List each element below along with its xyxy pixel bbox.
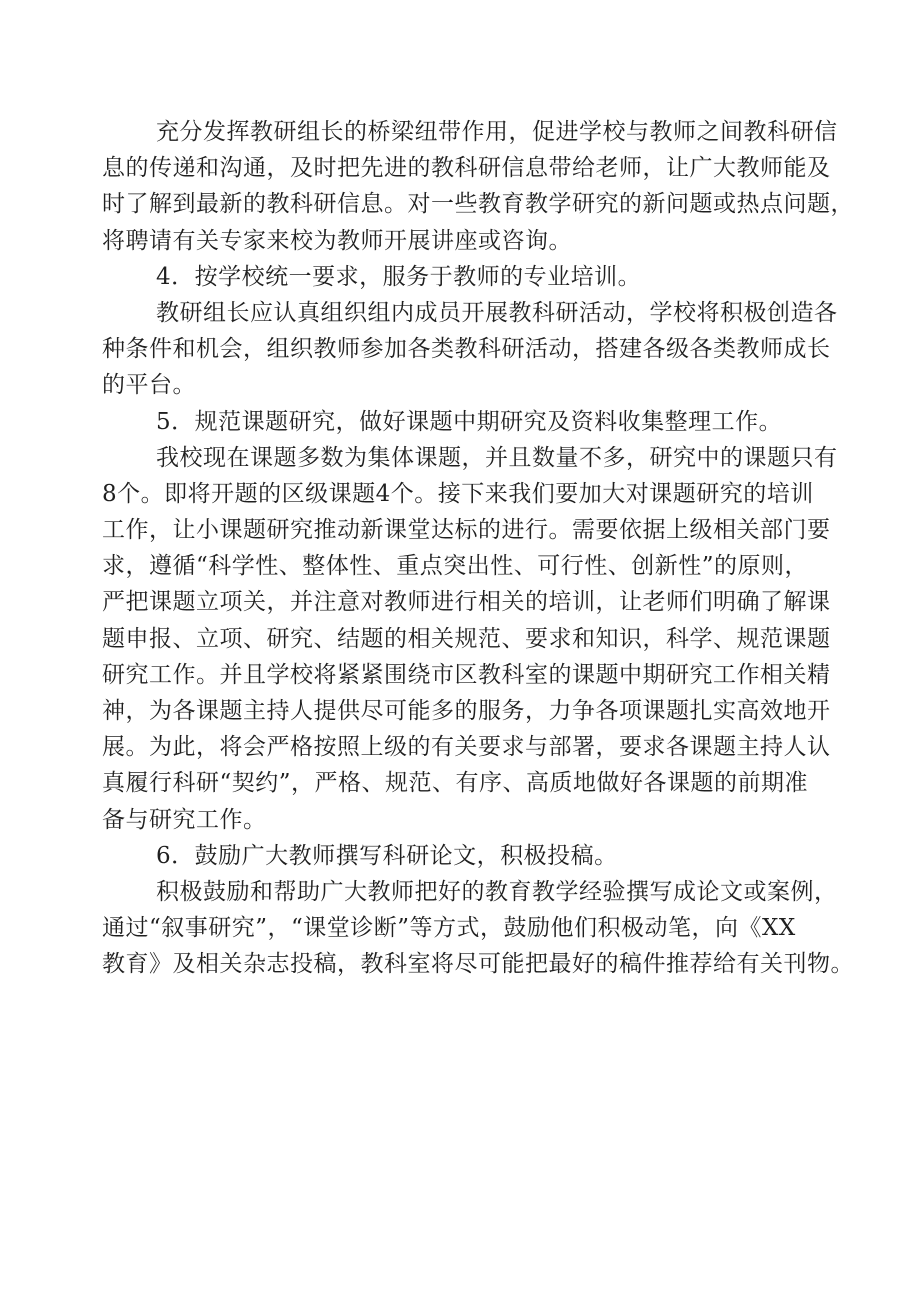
paragraph-2 — [102, 295, 856, 404]
text-line: 息的传递和沟通，及时把先进的教科研信息带给老师，让广大教师能及 — [102, 155, 831, 182]
text-line: 备与研究工作。 — [102, 806, 267, 833]
paragraph-3 — [102, 440, 856, 838]
section-heading-4 — [156, 259, 856, 295]
text-line: 展。为此，将会严格按照上级的有关要求与部署，要求各课题主持人认 — [102, 734, 831, 761]
text-line: 题申报、立项、研究、结题的相关规范、要求和知识，科学、规范课题 — [102, 625, 831, 652]
paragraph-1 — [102, 114, 856, 259]
text-line: 充分发挥教研组长的桥梁纽带作用，促进学校与教师之间教科研信 — [156, 119, 838, 145]
text-line: 8个。即将开题的区级课题4个。接下来我们要加大对课题研究的培训 — [102, 480, 814, 507]
text-line: 积极鼓励和帮助广大教师把好的教育教学经验撰写成论文或案例， — [156, 878, 838, 905]
text-line: 真履行科研“契约”，严格、规范、有序、高质地做好各课题的前期准 — [102, 770, 809, 797]
text-line: 教育》及相关杂志投稿，教科室将尽可能把最好的稿件推荐给有关刊物。 — [102, 951, 854, 978]
text-line: 严把课题立项关，并注意对教师进行相关的培训，让老师们明确了解课 — [102, 589, 831, 616]
text-line: 研究工作。并且学校将紧紧围绕市区教科室的课题中期研究工作相关精 — [102, 661, 831, 688]
text-line: 神，为各课题主持人提供尽可能多的服务，力争各项课题扎实高效地开 — [102, 698, 831, 724]
heading-text: 5．规范课题研究，做好课题中期研究及资料收集整理工作。 — [156, 408, 783, 435]
text-line: 求，遵循“科学性、整体性、重点突出性、可行性、创新性”的原则， — [102, 553, 809, 580]
section-heading-6 — [156, 838, 856, 874]
text-line: 种条件和机会，组织教师参加各类教科研活动，搭建各级各类教师成长 — [102, 336, 831, 363]
text-line: 的平台。 — [102, 372, 196, 399]
heading-text: 4．按学校统一要求，服务于教师的专业培训。 — [156, 263, 642, 290]
text-line: 通过“叙事研究”，“课堂诊断”等方式，鼓励他们积极动笔，向《XX — [102, 915, 796, 942]
text-line: 时了解到最新的教科研信息。对一些教育教学研究的新问题或热点问题， — [102, 191, 854, 218]
text-line: 工作，让小课题研究推动新课堂达标的进行。需要依据上级相关部门要 — [102, 517, 831, 544]
section-heading-5 — [156, 404, 856, 440]
paragraph-4 — [102, 874, 856, 983]
text-line: 我校现在课题多数为集体课题，并且数量不多，研究中的课题只有 — [156, 444, 838, 471]
text-line: 将聘请有关专家来校为教师开展讲座或咨询。 — [102, 227, 572, 254]
text-line: 教研组长应认真组织组内成员开展教科研活动，学校将积极创造各 — [156, 299, 838, 326]
document-body — [102, 114, 856, 983]
heading-text: 6．鼓励广大教师撰写科研论文，积极投稿。 — [156, 842, 618, 869]
